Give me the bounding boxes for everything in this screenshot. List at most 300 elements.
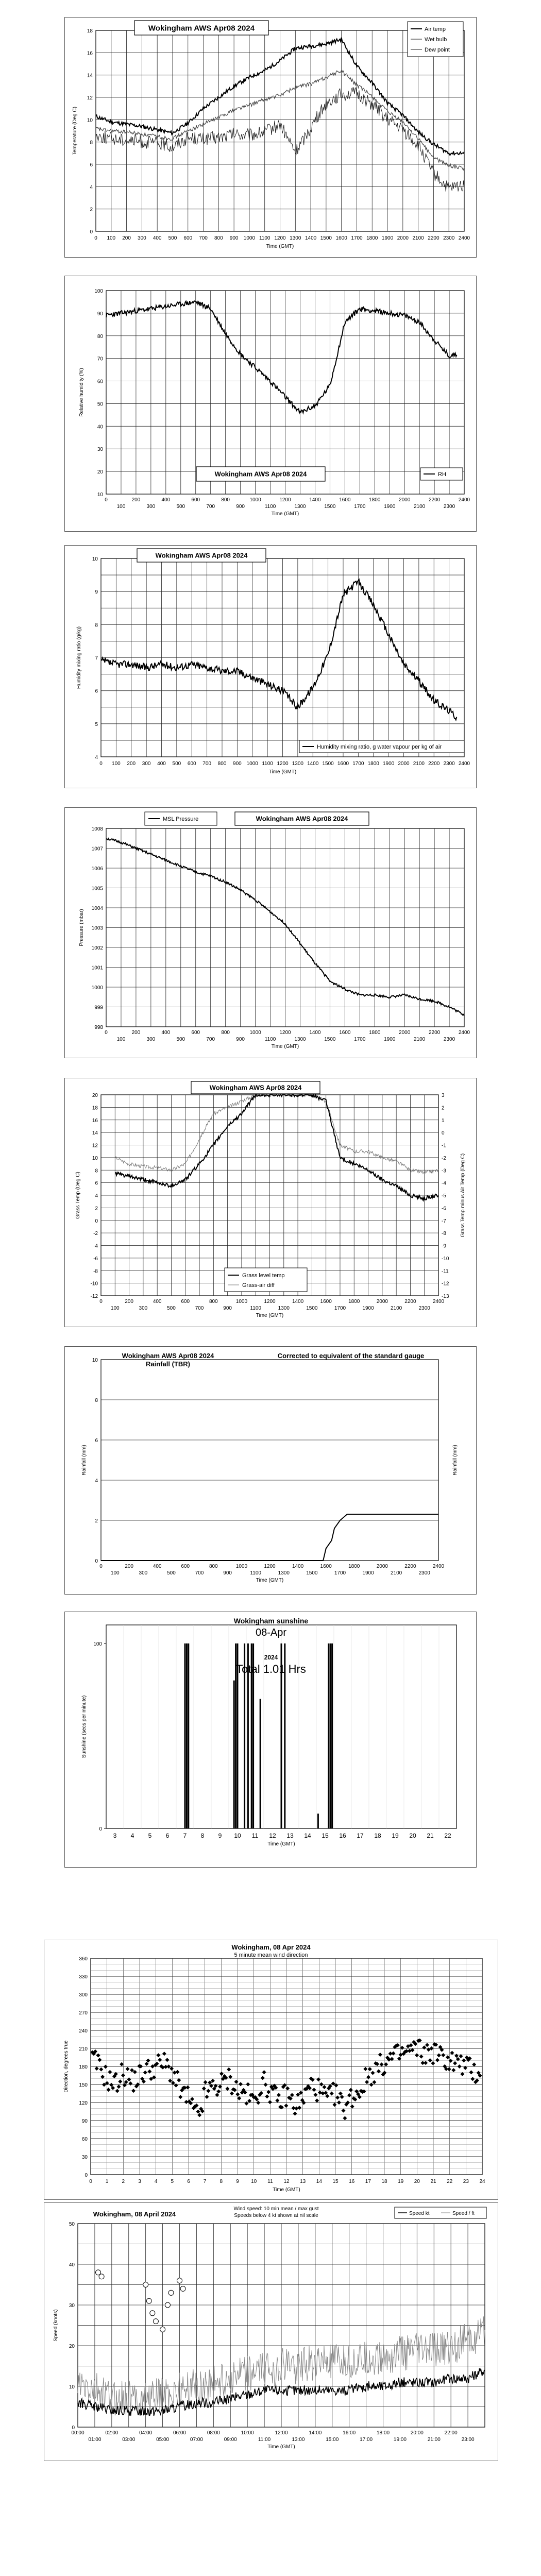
x-tick-label: 14 <box>304 1832 311 1839</box>
x-tick-label: 0 <box>105 497 108 503</box>
x-tick-label: 2000 <box>397 235 409 241</box>
x-tick-label: 400 <box>161 497 171 503</box>
legend-label: MSL Pressure <box>163 816 199 822</box>
x-tick-label: 900 <box>229 235 239 241</box>
y-tick-label: 10 <box>92 1358 98 1363</box>
rainfall-chart-panel <box>64 1346 477 1595</box>
y-tick-label: 7 <box>95 655 98 662</box>
x-tick-label: 1400 <box>309 1030 321 1036</box>
y-axis-label: Temperature (Deg C) <box>72 107 78 155</box>
x-tick-label: 04:00 <box>139 2430 153 2436</box>
chart-subtitle: Wind speed: 10 min mean / max gust <box>233 2206 319 2212</box>
x-tick-label: 11 <box>267 2179 273 2184</box>
x-axis-label: Time (GMT) <box>256 1313 284 1318</box>
x-tick-label: 500 <box>167 1570 176 1576</box>
x-tick-label: 21 <box>427 1832 434 1839</box>
x-tick-label: 19 <box>398 2179 404 2184</box>
y-tick-label: 10 <box>97 492 103 498</box>
y-tick-label: 100 <box>93 1641 102 1647</box>
y-axis-label: Direction, degrees true <box>63 2040 69 2093</box>
x-tick-label: 600 <box>191 497 200 503</box>
x-tick-label: 2100 <box>391 1570 402 1576</box>
x-tick-label: 1900 <box>381 235 394 241</box>
legend-label: Grass level temp <box>242 1273 285 1279</box>
sunshine-bar <box>328 1643 329 1828</box>
legend-label: Dew point <box>425 47 450 53</box>
x-tick-label: 900 <box>223 1570 232 1576</box>
x-tick-label: 2000 <box>399 1030 411 1036</box>
x-axis-label: Time (GMT) <box>271 1044 299 1049</box>
x-tick-label: 1400 <box>305 235 317 241</box>
sunshine-bar <box>260 1699 261 1828</box>
y-tick-label: 18 <box>92 1105 98 1111</box>
grass-temperature-chart <box>65 1078 476 1327</box>
x-tick-label: 500 <box>168 235 177 241</box>
x-tick-label: 11 <box>251 1832 259 1839</box>
x-tick-label: 300 <box>142 761 151 767</box>
y-tick-label: 40 <box>69 2262 75 2268</box>
y2-tick-label: -5 <box>442 1193 446 1199</box>
y-tick-label: 6 <box>95 688 98 694</box>
x-tick-label: 18 <box>381 2179 387 2184</box>
y-tick-label: 8 <box>90 140 93 146</box>
gust-marker <box>177 2278 182 2283</box>
y-tick-label: 4 <box>95 1478 98 1484</box>
pressure-chart-panel <box>64 807 477 1058</box>
y-tick-label: 20 <box>97 469 103 476</box>
y-tick-label: 2 <box>95 1518 98 1524</box>
x-tick-label: 1400 <box>307 761 319 767</box>
x-tick-label: 500 <box>176 1037 185 1042</box>
x-tick-label: 1500 <box>306 1306 318 1311</box>
x-tick-label: 2200 <box>428 1030 441 1036</box>
chart-title: Wokingham sunshine <box>233 1617 309 1625</box>
x-tick-label: 2000 <box>398 761 410 767</box>
x-tick-label: 1400 <box>292 1564 304 1569</box>
y2-axis-label: Rainfall (mm) <box>452 1445 458 1476</box>
x-axis-label: Time (GMT) <box>256 1578 284 1583</box>
wind-speed-chart <box>44 2203 498 2461</box>
y-tick-label: 9 <box>95 589 98 596</box>
x-tick-label: 1100 <box>262 761 273 767</box>
y-tick-label: 4 <box>95 755 98 760</box>
gust-marker <box>143 2282 148 2287</box>
x-tick-label: 600 <box>183 235 193 241</box>
y-tick-label: -10 <box>90 1281 98 1287</box>
x-tick-label: 700 <box>206 1037 215 1042</box>
x-tick-label: 7 <box>203 2179 207 2184</box>
x-tick-label: 13:00 <box>292 2437 305 2443</box>
y2-tick-label: -6 <box>442 1206 446 1212</box>
x-tick-label: 09:00 <box>224 2437 237 2443</box>
x-tick-label: 2400 <box>458 497 470 503</box>
y-tick-label: 1008 <box>91 826 103 832</box>
x-tick-label: 3 <box>113 1832 117 1839</box>
x-tick-label: 200 <box>122 235 131 241</box>
chart-title: Wokingham AWS Apr08 2024 <box>209 1083 302 1092</box>
legend-label: RH <box>438 471 446 478</box>
legend-label: Humidity mixing ratio, g water vapour per kg of air <box>317 744 442 750</box>
gust-marker <box>165 2302 170 2308</box>
chart-date: 08-Apr <box>255 1627 287 1638</box>
x-tick-label: 9 <box>218 1832 222 1839</box>
x-tick-label: 100 <box>116 1037 126 1042</box>
x-tick-label: 400 <box>153 1299 162 1304</box>
y-tick-label: 14 <box>87 73 93 79</box>
y-tick-label: 6 <box>95 1180 98 1187</box>
x-tick-label: 0 <box>99 761 103 767</box>
chart-title: Wokingham AWS Apr08 2024 <box>155 551 248 560</box>
x-tick-label: 18:00 <box>376 2430 390 2436</box>
y2-axis-label: Grass Temp minus Air Temp (Deg C) <box>460 1153 466 1238</box>
y-axis-label: Speed (knots) <box>53 2309 59 2342</box>
y-tick-label: 8 <box>95 1398 98 1403</box>
x-tick-label: 1000 <box>246 761 258 767</box>
y2-tick-label: -4 <box>442 1180 446 1187</box>
y-tick-label: 0 <box>90 229 93 235</box>
y-axis-label: Humidity mixing ratio (g/kg) <box>76 626 82 689</box>
y-axis-label: Relative humidity (%) <box>79 368 84 417</box>
y-tick-label: 10 <box>87 117 93 124</box>
x-tick-label: 1700 <box>334 1570 346 1576</box>
x-tick-label: 2200 <box>404 1564 416 1569</box>
y-tick-label: 1003 <box>91 925 103 931</box>
legend-label: Grass-air diff <box>242 1282 275 1289</box>
y-tick-label: 12 <box>92 1143 98 1149</box>
x-tick-label: 2400 <box>458 1030 470 1036</box>
y2-tick-label: 0 <box>442 1130 445 1137</box>
x-tick-label: 1700 <box>352 761 364 767</box>
x-tick-label: 1000 <box>243 235 256 241</box>
x-tick-label: 1500 <box>324 1037 336 1042</box>
x-tick-label: 1800 <box>348 1564 360 1569</box>
y-tick-label: 0 <box>95 1558 98 1564</box>
x-tick-label: 2100 <box>414 504 426 510</box>
y-tick-label: 6 <box>95 1438 98 1444</box>
x-tick-label: 20 <box>414 2179 420 2184</box>
y-tick-label: 16 <box>87 50 93 57</box>
y2-tick-label: -7 <box>442 1218 446 1224</box>
x-tick-label: 22 <box>447 2179 453 2184</box>
x-tick-label: 14 <box>316 2179 322 2184</box>
x-tick-label: 16 <box>339 1832 346 1839</box>
y2-tick-label: -9 <box>442 1243 446 1249</box>
x-tick-label: 2300 <box>418 1306 430 1311</box>
y-tick-label: 70 <box>97 356 103 362</box>
wind-direction-chart-panel <box>44 1940 498 2200</box>
x-tick-label: 900 <box>233 761 242 767</box>
x-tick-label: 800 <box>209 1564 218 1569</box>
x-tick-label: 18 <box>374 1832 381 1839</box>
x-tick-label: 19 <box>392 1832 399 1839</box>
sunshine-bar <box>331 1643 333 1828</box>
y-tick-label: 2 <box>90 207 93 213</box>
x-tick-label: 2300 <box>418 1570 430 1576</box>
chart-year: 2024 <box>264 1654 278 1661</box>
x-tick-label: 1800 <box>348 1299 360 1304</box>
y-tick-label: 0 <box>72 2425 75 2431</box>
humidity-chart-panel <box>64 276 477 532</box>
x-tick-label: 01:00 <box>88 2437 102 2443</box>
x-tick-label: 07:00 <box>190 2437 203 2443</box>
x-tick-label: 1200 <box>264 1299 276 1304</box>
x-tick-label: 7 <box>183 1832 187 1839</box>
y2-tick-label: 1 <box>442 1117 445 1124</box>
y-tick-label: 120 <box>79 2100 88 2106</box>
x-tick-label: 06:00 <box>173 2430 187 2436</box>
grass-temp-chart-panel <box>64 1078 477 1327</box>
y-tick-label: 30 <box>97 447 103 453</box>
x-tick-label: 2 <box>122 2179 125 2184</box>
x-tick-label: 23:00 <box>461 2437 475 2443</box>
x-tick-label: 100 <box>112 761 121 767</box>
x-tick-label: 1600 <box>320 1564 332 1569</box>
x-tick-label: 600 <box>181 1299 190 1304</box>
x-tick-label: 1800 <box>367 761 379 767</box>
x-tick-label: 2400 <box>458 761 470 767</box>
x-tick-label: 23 <box>463 2179 469 2184</box>
x-tick-label: 1100 <box>264 504 276 510</box>
chart-subtitle: 5 minute mean wind direction <box>234 1952 308 1958</box>
x-tick-label: 2100 <box>413 761 425 767</box>
x-tick-label: 1000 <box>249 497 261 503</box>
x-tick-label: 1 <box>105 2179 109 2184</box>
y-tick-label: 1000 <box>91 985 103 991</box>
x-tick-label: 800 <box>214 235 223 241</box>
y-tick-label: 270 <box>79 2010 88 2016</box>
x-tick-label: 22:00 <box>444 2430 458 2436</box>
x-axis-label: Time (GMT) <box>273 2187 300 2193</box>
y-tick-label: 12 <box>87 95 93 101</box>
x-tick-label: 400 <box>161 1030 171 1036</box>
x-tick-label: 16 <box>349 2179 355 2184</box>
x-axis-label: Time (GMT) <box>271 511 299 517</box>
x-tick-label: 12 <box>283 2179 290 2184</box>
x-tick-label: 1700 <box>354 1037 366 1042</box>
x-tick-label: 8 <box>219 2179 223 2184</box>
x-tick-label: 800 <box>221 1030 230 1036</box>
x-axis-label: Time (GMT) <box>267 2444 295 2450</box>
y-tick-label: 210 <box>79 2046 88 2052</box>
gust-marker <box>150 2311 155 2316</box>
x-tick-label: 1100 <box>264 1037 276 1042</box>
x-tick-label: 17 <box>357 1832 364 1839</box>
x-tick-label: 1500 <box>320 235 332 241</box>
sunshine-total: Total 1.01 Hrs <box>236 1663 306 1675</box>
x-tick-label: 500 <box>172 761 181 767</box>
x-tick-label: 100 <box>110 1570 120 1576</box>
chart-title: Wokingham, 08 Apr 2024 <box>231 1943 311 1951</box>
x-tick-label: 20:00 <box>410 2430 424 2436</box>
x-tick-label: 200 <box>131 1030 141 1036</box>
y-tick-label: 180 <box>79 2064 88 2070</box>
x-tick-label: 500 <box>167 1306 176 1311</box>
x-tick-label: 1900 <box>383 761 395 767</box>
x-tick-label: 400 <box>153 235 162 241</box>
y-tick-label: 4 <box>90 184 93 191</box>
y-tick-label: 5 <box>95 721 98 727</box>
chart-title: Wokingham, 08 April 2024 <box>93 2210 176 2218</box>
y-axis-label: Pressure (mbar) <box>79 909 84 946</box>
x-tick-label: 700 <box>206 504 215 510</box>
x-tick-label: 900 <box>236 1037 245 1042</box>
y-tick-label: 90 <box>81 2119 88 2124</box>
x-tick-label: 1000 <box>249 1030 261 1036</box>
gust-marker <box>180 2286 185 2291</box>
x-tick-label: 0 <box>99 1299 103 1304</box>
x-tick-label: 1100 <box>259 235 270 241</box>
x-tick-label: 700 <box>195 1570 204 1576</box>
y-tick-label: 50 <box>97 401 103 408</box>
x-tick-label: 800 <box>209 1299 218 1304</box>
x-tick-label: 1200 <box>264 1564 276 1569</box>
x-tick-label: 500 <box>176 504 185 510</box>
x-tick-label: 2400 <box>432 1564 445 1569</box>
x-tick-label: 2100 <box>412 235 424 241</box>
x-tick-label: 1000 <box>235 1299 248 1304</box>
y-tick-label: 2 <box>95 1206 98 1212</box>
x-tick-label: 400 <box>153 1564 162 1569</box>
x-tick-label: 1100 <box>250 1306 261 1311</box>
x-tick-label: 2400 <box>458 235 470 241</box>
x-tick-label: 1100 <box>250 1570 261 1576</box>
x-tick-label: 0 <box>89 2179 92 2184</box>
rainfall-chart <box>65 1347 476 1594</box>
gust-marker <box>153 2319 158 2324</box>
y2-tick-label: 3 <box>442 1093 445 1098</box>
x-axis-label: Time (GMT) <box>266 244 294 249</box>
y-tick-label: 80 <box>97 333 103 340</box>
x-tick-label: 5 <box>148 1832 152 1839</box>
x-tick-label: 2000 <box>376 1564 388 1569</box>
x-tick-label: 15:00 <box>326 2437 339 2443</box>
y-tick-label: 90 <box>97 311 103 317</box>
y-tick-label: 10 <box>92 1155 98 1161</box>
x-tick-label: 2000 <box>399 497 411 503</box>
x-tick-label: 1600 <box>337 761 349 767</box>
y-tick-label: 1007 <box>91 846 103 852</box>
x-tick-label: 24 <box>479 2179 485 2184</box>
x-tick-label: 1800 <box>369 1030 381 1036</box>
y-tick-label: 60 <box>97 379 103 385</box>
y-tick-label: 1002 <box>91 945 103 951</box>
y-tick-label: 150 <box>79 2082 88 2088</box>
x-tick-label: 17:00 <box>360 2437 373 2443</box>
x-tick-label: 1300 <box>294 504 306 510</box>
x-tick-label: 14:00 <box>309 2430 322 2436</box>
x-tick-label: 4 <box>154 2179 158 2184</box>
x-tick-label: 19:00 <box>393 2437 407 2443</box>
x-tick-label: 1200 <box>277 761 289 767</box>
chart-title: Wokingham AWS Apr08 2024 <box>214 470 307 478</box>
y-tick-label: 1006 <box>91 866 103 872</box>
x-tick-label: 08:00 <box>207 2430 220 2436</box>
y-tick-label: 330 <box>79 1974 88 1980</box>
y-tick-label: 100 <box>94 289 103 294</box>
sunshine-chart <box>65 1612 476 1867</box>
x-axis-label: Time (GMT) <box>267 1841 295 1847</box>
y2-tick-label: 2 <box>442 1105 445 1111</box>
x-tick-label: 1300 <box>294 1037 306 1042</box>
legend-label: Wet bulb <box>425 37 447 43</box>
x-tick-label: 1700 <box>351 235 363 241</box>
x-tick-label: 2000 <box>376 1299 388 1304</box>
pressure-chart <box>65 808 476 1058</box>
y-tick-label: 999 <box>94 1005 103 1011</box>
x-tick-label: 800 <box>217 761 227 767</box>
x-tick-label: 200 <box>125 1299 133 1304</box>
x-tick-label: 1700 <box>334 1306 346 1311</box>
x-tick-label: 600 <box>181 1564 190 1569</box>
x-tick-label: 100 <box>116 504 126 510</box>
mixing-ratio-chart <box>65 546 476 788</box>
y-tick-label: 60 <box>81 2137 88 2142</box>
x-tick-label: 2300 <box>443 761 455 767</box>
y2-tick-label: -10 <box>442 1256 449 1262</box>
gust-marker <box>99 2274 104 2279</box>
x-tick-label: 1500 <box>324 504 336 510</box>
x-tick-label: 2200 <box>428 761 440 767</box>
x-tick-label: 21 <box>430 2179 436 2184</box>
x-tick-label: 0 <box>94 235 97 241</box>
x-tick-label: 10:00 <box>241 2430 254 2436</box>
x-tick-label: 6 <box>165 1832 170 1839</box>
legend-label: Speed kt <box>409 2211 430 2216</box>
x-tick-label: 300 <box>146 1037 156 1042</box>
chart-title: Wokingham AWS Apr08 2024 <box>148 24 255 33</box>
x-tick-label: 600 <box>187 761 196 767</box>
x-tick-label: 02:00 <box>105 2430 119 2436</box>
x-tick-label: 300 <box>138 235 146 241</box>
y-tick-label: 8 <box>95 622 98 629</box>
y-tick-label: -2 <box>93 1231 98 1237</box>
x-tick-label: 21:00 <box>427 2437 441 2443</box>
x-tick-label: 1600 <box>320 1299 332 1304</box>
x-tick-label: 2100 <box>414 1037 426 1042</box>
y2-tick-label: -3 <box>442 1168 446 1174</box>
x-tick-label: 13 <box>286 1832 294 1839</box>
sunshine-bar <box>188 1643 189 1828</box>
x-tick-label: 1800 <box>366 235 378 241</box>
x-tick-label: 0 <box>99 1564 103 1569</box>
y-tick-label: 18 <box>87 28 93 34</box>
x-tick-label: 1200 <box>279 497 291 503</box>
x-tick-label: 05:00 <box>156 2437 170 2443</box>
y-tick-label: 4 <box>95 1193 98 1199</box>
x-tick-label: 12:00 <box>275 2430 288 2436</box>
x-tick-label: 03:00 <box>122 2437 136 2443</box>
chart-title: Wokingham AWS Apr08 2024 <box>256 815 348 823</box>
y-axis-label: Sunshine (secs per minute) <box>81 1695 87 1758</box>
y2-tick-label: -1 <box>442 1143 446 1149</box>
y-tick-label: 6 <box>90 162 93 168</box>
x-tick-label: 2200 <box>428 497 441 503</box>
x-tick-label: 1300 <box>278 1306 290 1311</box>
sunshine-bar <box>186 1643 188 1828</box>
sunshine-bar <box>317 1814 319 1828</box>
sunshine-bar <box>330 1643 331 1828</box>
y2-tick-label: -13 <box>442 1294 449 1299</box>
y2-tick-label: -8 <box>442 1231 446 1237</box>
y-tick-label: 1004 <box>91 906 103 911</box>
y-tick-label: 1005 <box>91 886 103 892</box>
x-tick-label: 22 <box>444 1832 451 1839</box>
temperature-chart-panel <box>64 17 477 258</box>
gust-marker <box>168 2290 174 2295</box>
x-tick-label: 2300 <box>443 235 455 241</box>
x-tick-label: 1600 <box>335 235 347 241</box>
chart-subtitle-2: Speeds below 4 kt shown at nil scale <box>234 2213 318 2218</box>
